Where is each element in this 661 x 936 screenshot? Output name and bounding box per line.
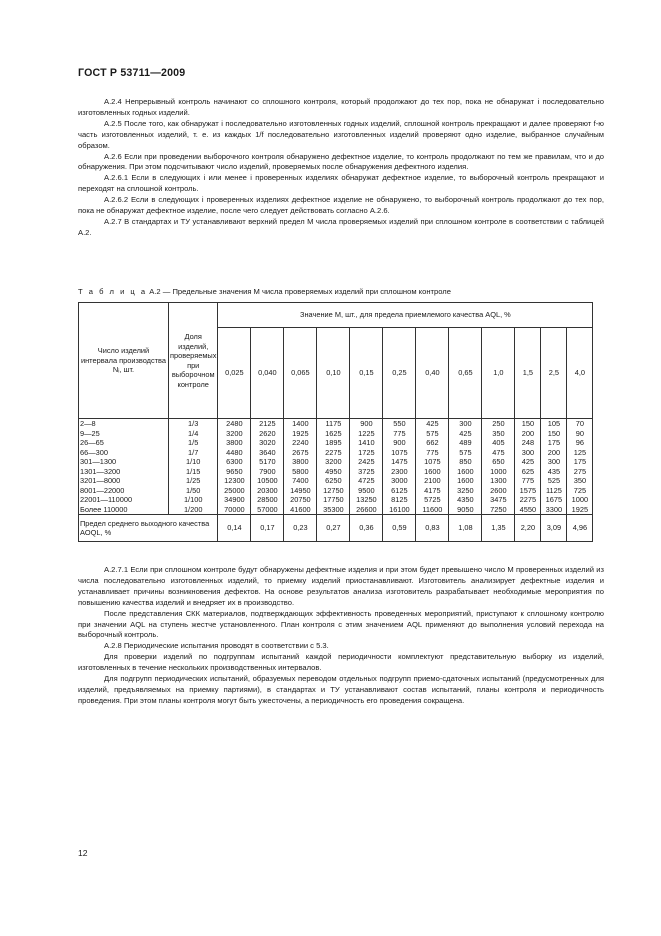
fraction-value: 1/10 (186, 457, 201, 466)
m-value: 20300 (257, 485, 278, 495)
m-value: 20750 (290, 495, 311, 504)
m-value: 3640 (259, 447, 276, 457)
m-value: 775 (393, 428, 406, 438)
interval-column (79, 419, 169, 515)
m-value: 2480 (226, 419, 243, 428)
aoql-value: 0,14 (218, 515, 251, 542)
fraction-value: 1/50 (186, 485, 201, 495)
m-value: 41600 (290, 504, 311, 514)
m-value: 1225 (358, 428, 375, 438)
m-value: 900 (393, 438, 406, 447)
m-value: 14950 (290, 485, 311, 495)
m-value-column (515, 419, 541, 515)
m-value: 4350 (457, 495, 474, 504)
m-value: 350 (573, 476, 587, 485)
column-header-interval: Число изделий интервала производства Nᵢ, шт. (79, 303, 169, 419)
aql-level-header: 0,25 (383, 328, 416, 419)
m-value-column (541, 419, 567, 515)
m-value: 1075 (424, 457, 441, 466)
m-value: 1410 (358, 438, 375, 447)
interval-value: Более 110000 (80, 504, 128, 514)
m-value: 13250 (356, 495, 377, 504)
m-value: 2100 (424, 476, 441, 485)
m-value: 489 (459, 438, 472, 447)
m-value: 35300 (323, 504, 344, 514)
table-caption-label: Т а б л и ц а (78, 287, 148, 296)
m-value: 57000 (257, 504, 278, 514)
m-value: 25000 (224, 485, 245, 495)
aql-level-header: 1,0 (482, 328, 515, 419)
m-value: 7900 (259, 466, 276, 476)
m-value: 2275 (519, 495, 537, 504)
table-data-row (79, 419, 593, 515)
m-value-column (317, 419, 350, 515)
interval-value: 66—300 (80, 447, 108, 457)
m-value: 5800 (292, 466, 309, 476)
aoql-value: 0,36 (350, 515, 383, 542)
fraction-value: 1/3 (188, 419, 199, 428)
m-value: 775 (521, 476, 535, 485)
fraction-value: 1/7 (188, 447, 199, 457)
m-value: 6125 (391, 485, 408, 495)
m-value: 4550 (519, 504, 537, 514)
m-value: 300 (521, 447, 535, 457)
interval-value: 9—25 (80, 428, 100, 438)
aql-level-header: 0,065 (284, 328, 317, 419)
m-value: 275 (573, 466, 587, 476)
m-value: 2425 (358, 457, 375, 466)
m-value: 96 (575, 438, 584, 447)
m-value: 1725 (358, 447, 375, 457)
paragraph-a-2-5: А.2.5 После того, как обнаружат i последовательно изготовленных годных изделий, сплошной контроль прекращают и далее проверяют f-ю часть изготовленных изделий, т. е. из каждых 1/f последовательно изготовленных изделий проверяют одно изделие, выбранное случайным образом. (78, 118, 604, 150)
m-value: 9650 (226, 466, 243, 476)
m-value: 28500 (257, 495, 278, 504)
interval-value: 8001—22000 (80, 485, 125, 495)
m-value: 3200 (226, 428, 243, 438)
m-value: 1575 (519, 485, 537, 495)
aql-level-header: 0,040 (251, 328, 284, 419)
table-caption-text: А.2 — Предельные значения M числа проверяемых изделий при сплошном контроле (149, 287, 451, 296)
m-value: 1895 (325, 438, 342, 447)
m-value: 300 (547, 457, 561, 466)
m-value: 1300 (490, 476, 507, 485)
m-value: 7400 (292, 476, 309, 485)
m-value: 1000 (490, 466, 507, 476)
m-value: 4950 (325, 466, 342, 476)
aoql-value: 3,09 (541, 515, 567, 542)
m-value: 6250 (325, 476, 342, 485)
fraction-value: 1/100 (183, 495, 203, 504)
m-value: 2600 (490, 485, 507, 495)
aql-level-header: 2,5 (541, 328, 567, 419)
m-value: 4175 (424, 485, 441, 495)
m-value: 662 (426, 438, 439, 447)
m-value: 3800 (292, 457, 309, 466)
m-value: 4725 (358, 476, 375, 485)
m-value: 6300 (226, 457, 243, 466)
column-group-header-m-values: Значение M, шт., для предела приемлемого качества AQL, % (218, 303, 593, 328)
paragraph-a-2-6-1: А.2.6.1 Если в следующих i или менее i проверенных изделиях обнаружат дефектное изделие, то выборочный контроль прекращают и переходят на сплошной контроль. (78, 173, 604, 194)
aql-level-header: 0,025 (218, 328, 251, 419)
m-value: 5725 (424, 495, 441, 504)
m-value: 1125 (545, 485, 562, 495)
m-value: 2275 (325, 447, 342, 457)
m-value: 425 (521, 457, 535, 466)
m-value: 405 (492, 438, 505, 447)
aoql-value: 1,08 (449, 515, 482, 542)
m-value: 3000 (391, 476, 408, 485)
fraction-value: 1/5 (188, 438, 199, 447)
m-value: 200 (521, 428, 535, 438)
document-header: ГОСТ Р 53711—2009 (78, 67, 186, 79)
fraction-value: 1/25 (186, 476, 201, 485)
aql-level-header: 4,0 (567, 328, 593, 419)
fraction-value: 1/200 (183, 504, 203, 514)
aql-level-header: 0,65 (449, 328, 482, 419)
interval-value: 2—8 (80, 419, 96, 428)
paragraph-a-2-6: А.2.6 Если при проведении выборочного контроля обнаружено дефектное изделие, то контроль продолжают по тем же правилам, что и до обнаружения. При этом подсчитывают число изделий, проверяемых после обнаружения дефектного изделия. (78, 151, 604, 172)
m-value: 850 (459, 457, 472, 466)
m-value: 34900 (224, 495, 245, 504)
m-value: 300 (459, 419, 472, 428)
fraction-column (169, 419, 218, 515)
m-value: 105 (547, 419, 561, 428)
m-value: 125 (573, 447, 587, 457)
m-value: 3475 (490, 495, 507, 504)
table-caption (78, 287, 608, 297)
m-value: 900 (360, 419, 373, 428)
aoql-value: 0,23 (284, 515, 317, 542)
aql-level-header: 0,40 (416, 328, 449, 419)
m-value: 625 (521, 466, 535, 476)
m-value: 1600 (457, 466, 474, 476)
interval-value: 26—65 (80, 438, 104, 447)
m-value: 3200 (325, 457, 342, 466)
aql-level-header: 0,10 (317, 328, 350, 419)
aoql-value: 1,35 (482, 515, 515, 542)
m-value: 3725 (358, 466, 375, 476)
m-value: 1925 (292, 428, 309, 438)
m-value: 26600 (356, 504, 377, 514)
m-value: 9500 (358, 485, 375, 495)
m-value: 1000 (571, 495, 589, 504)
paragraph-a-2-7: А.2.7 В стандартах и ТУ устанавливают верхний предел M числа проверяемых изделий при сплошном контроле в соответствии с таблицей А.2. (78, 216, 604, 237)
m-value: 1600 (424, 466, 441, 476)
interval-value: 1301—3200 (80, 466, 121, 476)
m-value: 4480 (226, 447, 243, 457)
m-value: 2300 (391, 466, 408, 476)
aql-level-header: 1,5 (515, 328, 541, 419)
m-value: 150 (521, 419, 535, 428)
interval-value: 22001—110000 (80, 495, 133, 504)
paragraph-a-2-7-1: А.2.7.1 Если при сплошном контроле будут обнаружены дефектные изделия и при этом будет превышено число M проверенных изделий из числа последовательно изготовленных изделий, то приемку изделий приостанавливают. Изготовитель анализирует дефектные изделия и устанавливает причины возникновения дефектов. На основе результатов анализа изготовитель разрабатывает необходимые мероприятия по повышению качества изделий и внедряет их в производство. (78, 565, 604, 607)
m-value: 70 (575, 419, 584, 428)
paragraph-sample: Для проверки изделий по подгруппам испытаний каждой периодичности комплектуют представительную выборку из изделий, изготовленных в течение нескольких производственных интервалов. (78, 652, 604, 673)
m-value: 16100 (389, 504, 410, 514)
m-value: 525 (547, 476, 561, 485)
m-value: 575 (426, 428, 439, 438)
m-value: 1475 (391, 457, 408, 466)
paragraph-a-2-8: А.2.8 Периодические испытания проводят в соответствии с 5.3. (104, 641, 329, 651)
m-value: 2240 (292, 438, 309, 447)
aoql-value: 4,96 (567, 515, 593, 542)
m-value: 350 (492, 428, 505, 438)
m-value-column (449, 419, 482, 515)
m-value: 9050 (457, 504, 474, 514)
m-value-column (567, 419, 593, 515)
aoql-label: Предел среднего выходного качества AOQL, % (79, 515, 218, 542)
m-value: 175 (573, 457, 587, 466)
m-value: 3800 (226, 438, 243, 447)
m-value: 250 (492, 419, 505, 428)
body-text-top (78, 97, 604, 239)
m-value: 248 (521, 438, 535, 447)
fraction-value: 1/4 (188, 428, 199, 438)
m-value: 2675 (292, 447, 309, 457)
aoql-value: 0,59 (383, 515, 416, 542)
paragraph-a-2-6-2: А.2.6.2 Если в следующих i проверенных изделиях дефектное изделие не обнаружено, то выборочный контроль продолжают до тех пор, пока не обнаружат дефектное изделие, после чего следует действовать согласно А.2.6. (78, 195, 604, 216)
aql-level-header: 0,15 (350, 328, 383, 419)
m-value: 775 (426, 447, 439, 457)
m-value: 425 (459, 428, 472, 438)
m-value: 3300 (545, 504, 563, 514)
m-value: 2620 (259, 428, 276, 438)
m-value: 150 (547, 428, 561, 438)
m-value: 1625 (325, 428, 342, 438)
m-value: 70000 (224, 504, 245, 514)
m-value: 1175 (325, 419, 342, 428)
fraction-value: 1/15 (186, 466, 201, 476)
m-value-column (416, 419, 449, 515)
aoql-value: 0,17 (251, 515, 284, 542)
m-value-column (251, 419, 284, 515)
m-value: 8125 (391, 495, 408, 504)
m-value: 1075 (391, 447, 408, 457)
m-value: 5170 (259, 457, 276, 466)
m-value: 12750 (323, 485, 344, 495)
m-value: 175 (547, 438, 561, 447)
m-value: 435 (547, 466, 561, 476)
m-value-column (350, 419, 383, 515)
aoql-value: 0,27 (317, 515, 350, 542)
m-value: 12300 (224, 476, 245, 485)
body-text-bottom (78, 565, 604, 707)
m-value: 475 (492, 447, 505, 457)
m-value-column (218, 419, 251, 515)
m-value: 200 (547, 447, 561, 457)
paragraph-subgroups: Для подгрупп периодических испытаний, образуемых переводом отдельных подгрупп приемо-сдаточных испытаний (предусмотренных для изделий, предъявляемых на приемку партиями), в стандартах и ТУ устанавливают состав испытаний, планы контроля и периодичность проведения. При этом планы контроля могут быть ужесточены, а периодичность его проведения сокращена. (78, 674, 604, 705)
m-value: 550 (393, 419, 406, 428)
m-value-column (284, 419, 317, 515)
m-value: 10500 (257, 476, 278, 485)
m-value: 725 (573, 485, 587, 495)
page-number: 12 (78, 848, 88, 858)
m-value: 7250 (490, 504, 507, 514)
interval-value: 301—1300 (80, 457, 117, 466)
m-value-column (383, 419, 416, 515)
m-value: 17750 (323, 495, 344, 504)
m-value: 575 (459, 447, 472, 457)
m-value: 11600 (422, 504, 443, 514)
m-value: 1400 (292, 419, 309, 428)
m-value: 1675 (545, 495, 563, 504)
m-value: 650 (492, 457, 505, 466)
m-value: 90 (575, 428, 584, 438)
aoql-row (79, 515, 593, 542)
m-value: 1925 (571, 504, 589, 514)
m-value: 1600 (457, 476, 474, 485)
m-value: 3020 (259, 438, 276, 447)
aoql-value: 2,20 (515, 515, 541, 542)
column-header-fraction: Доля изделий, проверяемых при выборочном контроле (169, 303, 218, 419)
m-value: 2125 (259, 419, 276, 428)
paragraph-a-2-4: А.2.4 Непрерывный контроль начинают со сплошного контроля, который продолжают до тех пор, пока не обнаружат i последовательно изготовленных годных изделий. (78, 97, 604, 117)
limits-table (78, 302, 593, 542)
aoql-value: 0,83 (416, 515, 449, 542)
m-value: 3250 (457, 485, 474, 495)
m-value: 425 (426, 419, 439, 428)
m-value-column (482, 419, 515, 515)
paragraph-skk: После представления СКК материалов, подтверждающих эффективность проведенных мероприятий, приступают к сплошному контролю при значении AQL на ступень жестче установленного. План контроля с этим значением AQL применяют до выполнения условий перехода на выборочный контроль. (78, 608, 604, 640)
interval-value: 3201—8000 (80, 476, 121, 485)
